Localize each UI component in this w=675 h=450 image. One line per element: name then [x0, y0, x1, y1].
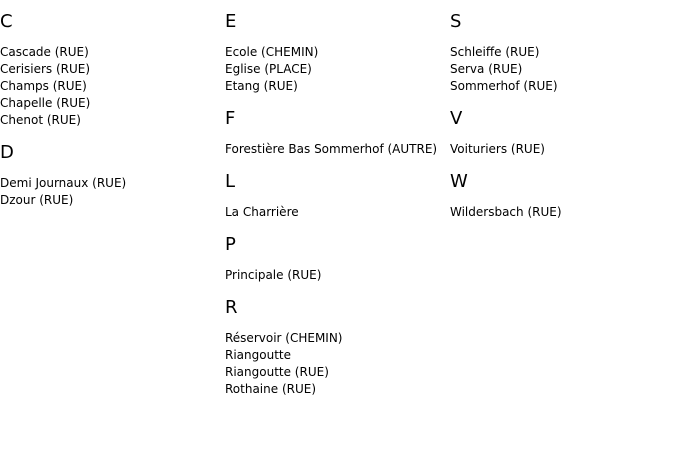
street-entry[interactable]: Cerisiers (RUE): [0, 62, 91, 76]
street-entry[interactable]: Sommerhof (RUE): [450, 79, 558, 93]
street-entry[interactable]: Ecole (CHEMIN): [225, 45, 319, 59]
street-entry[interactable]: Dzour (RUE): [0, 193, 74, 207]
street-index-column-1: [0, 11, 225, 222]
street-entry[interactable]: Chapelle (RUE): [0, 96, 91, 110]
street-list: [225, 267, 450, 284]
letter-group-d: [0, 142, 225, 209]
street-entry[interactable]: Wildersbach (RUE): [450, 205, 562, 219]
street-list: [225, 330, 450, 398]
letter-group-r: [225, 297, 450, 398]
street-index-column-2: [225, 11, 450, 411]
letter-heading: W: [450, 171, 468, 192]
letter-group-f: [225, 108, 450, 158]
street-list: [225, 44, 450, 95]
street-entry[interactable]: Etang (RUE): [225, 79, 298, 93]
letter-group-v: [450, 108, 675, 158]
street-list: [450, 204, 675, 221]
letter-group-w: [450, 171, 675, 221]
street-list: [0, 175, 225, 209]
street-entry[interactable]: Schleiffe (RUE): [450, 45, 540, 59]
letter-heading: S: [450, 11, 462, 32]
letter-group-s: [450, 11, 675, 95]
street-entry[interactable]: Chenot (RUE): [0, 113, 81, 127]
street-entry[interactable]: Forestière Bas Sommerhof (AUTRE): [225, 142, 438, 156]
letter-heading: D: [0, 142, 14, 163]
street-entry[interactable]: Riangoutte: [225, 348, 291, 362]
street-entry[interactable]: Réservoir (CHEMIN): [225, 331, 343, 345]
street-entry[interactable]: Serva (RUE): [450, 62, 523, 76]
street-list: [450, 44, 675, 95]
letter-heading: R: [225, 297, 238, 318]
street-list: [225, 204, 450, 221]
street-entry[interactable]: Champs (RUE): [0, 79, 87, 93]
letter-heading: F: [225, 108, 236, 129]
letter-group-p: [225, 234, 450, 284]
street-entry[interactable]: Cascade (RUE): [0, 45, 89, 59]
letter-group-e: [225, 11, 450, 95]
letter-heading: C: [0, 11, 13, 32]
letter-group-c: [0, 11, 225, 129]
street-list: [0, 44, 225, 129]
letter-heading: V: [450, 108, 463, 129]
letter-group-l: [225, 171, 450, 221]
street-entry[interactable]: Rothaine (RUE): [225, 382, 317, 396]
street-entry[interactable]: Riangoutte (RUE): [225, 365, 329, 379]
street-entry[interactable]: Eglise (PLACE): [225, 62, 312, 76]
letter-heading: P: [225, 234, 236, 255]
street-entry[interactable]: Voituriers (RUE): [450, 142, 545, 156]
street-index-column-3: [450, 11, 675, 234]
street-list: [450, 141, 675, 158]
street-list: [225, 141, 450, 158]
street-entry[interactable]: La Charrière: [225, 205, 299, 219]
letter-heading: E: [225, 11, 237, 32]
letter-heading: L: [225, 171, 236, 192]
street-entry[interactable]: Principale (RUE): [225, 268, 322, 282]
street-entry[interactable]: Demi Journaux (RUE): [0, 176, 127, 190]
